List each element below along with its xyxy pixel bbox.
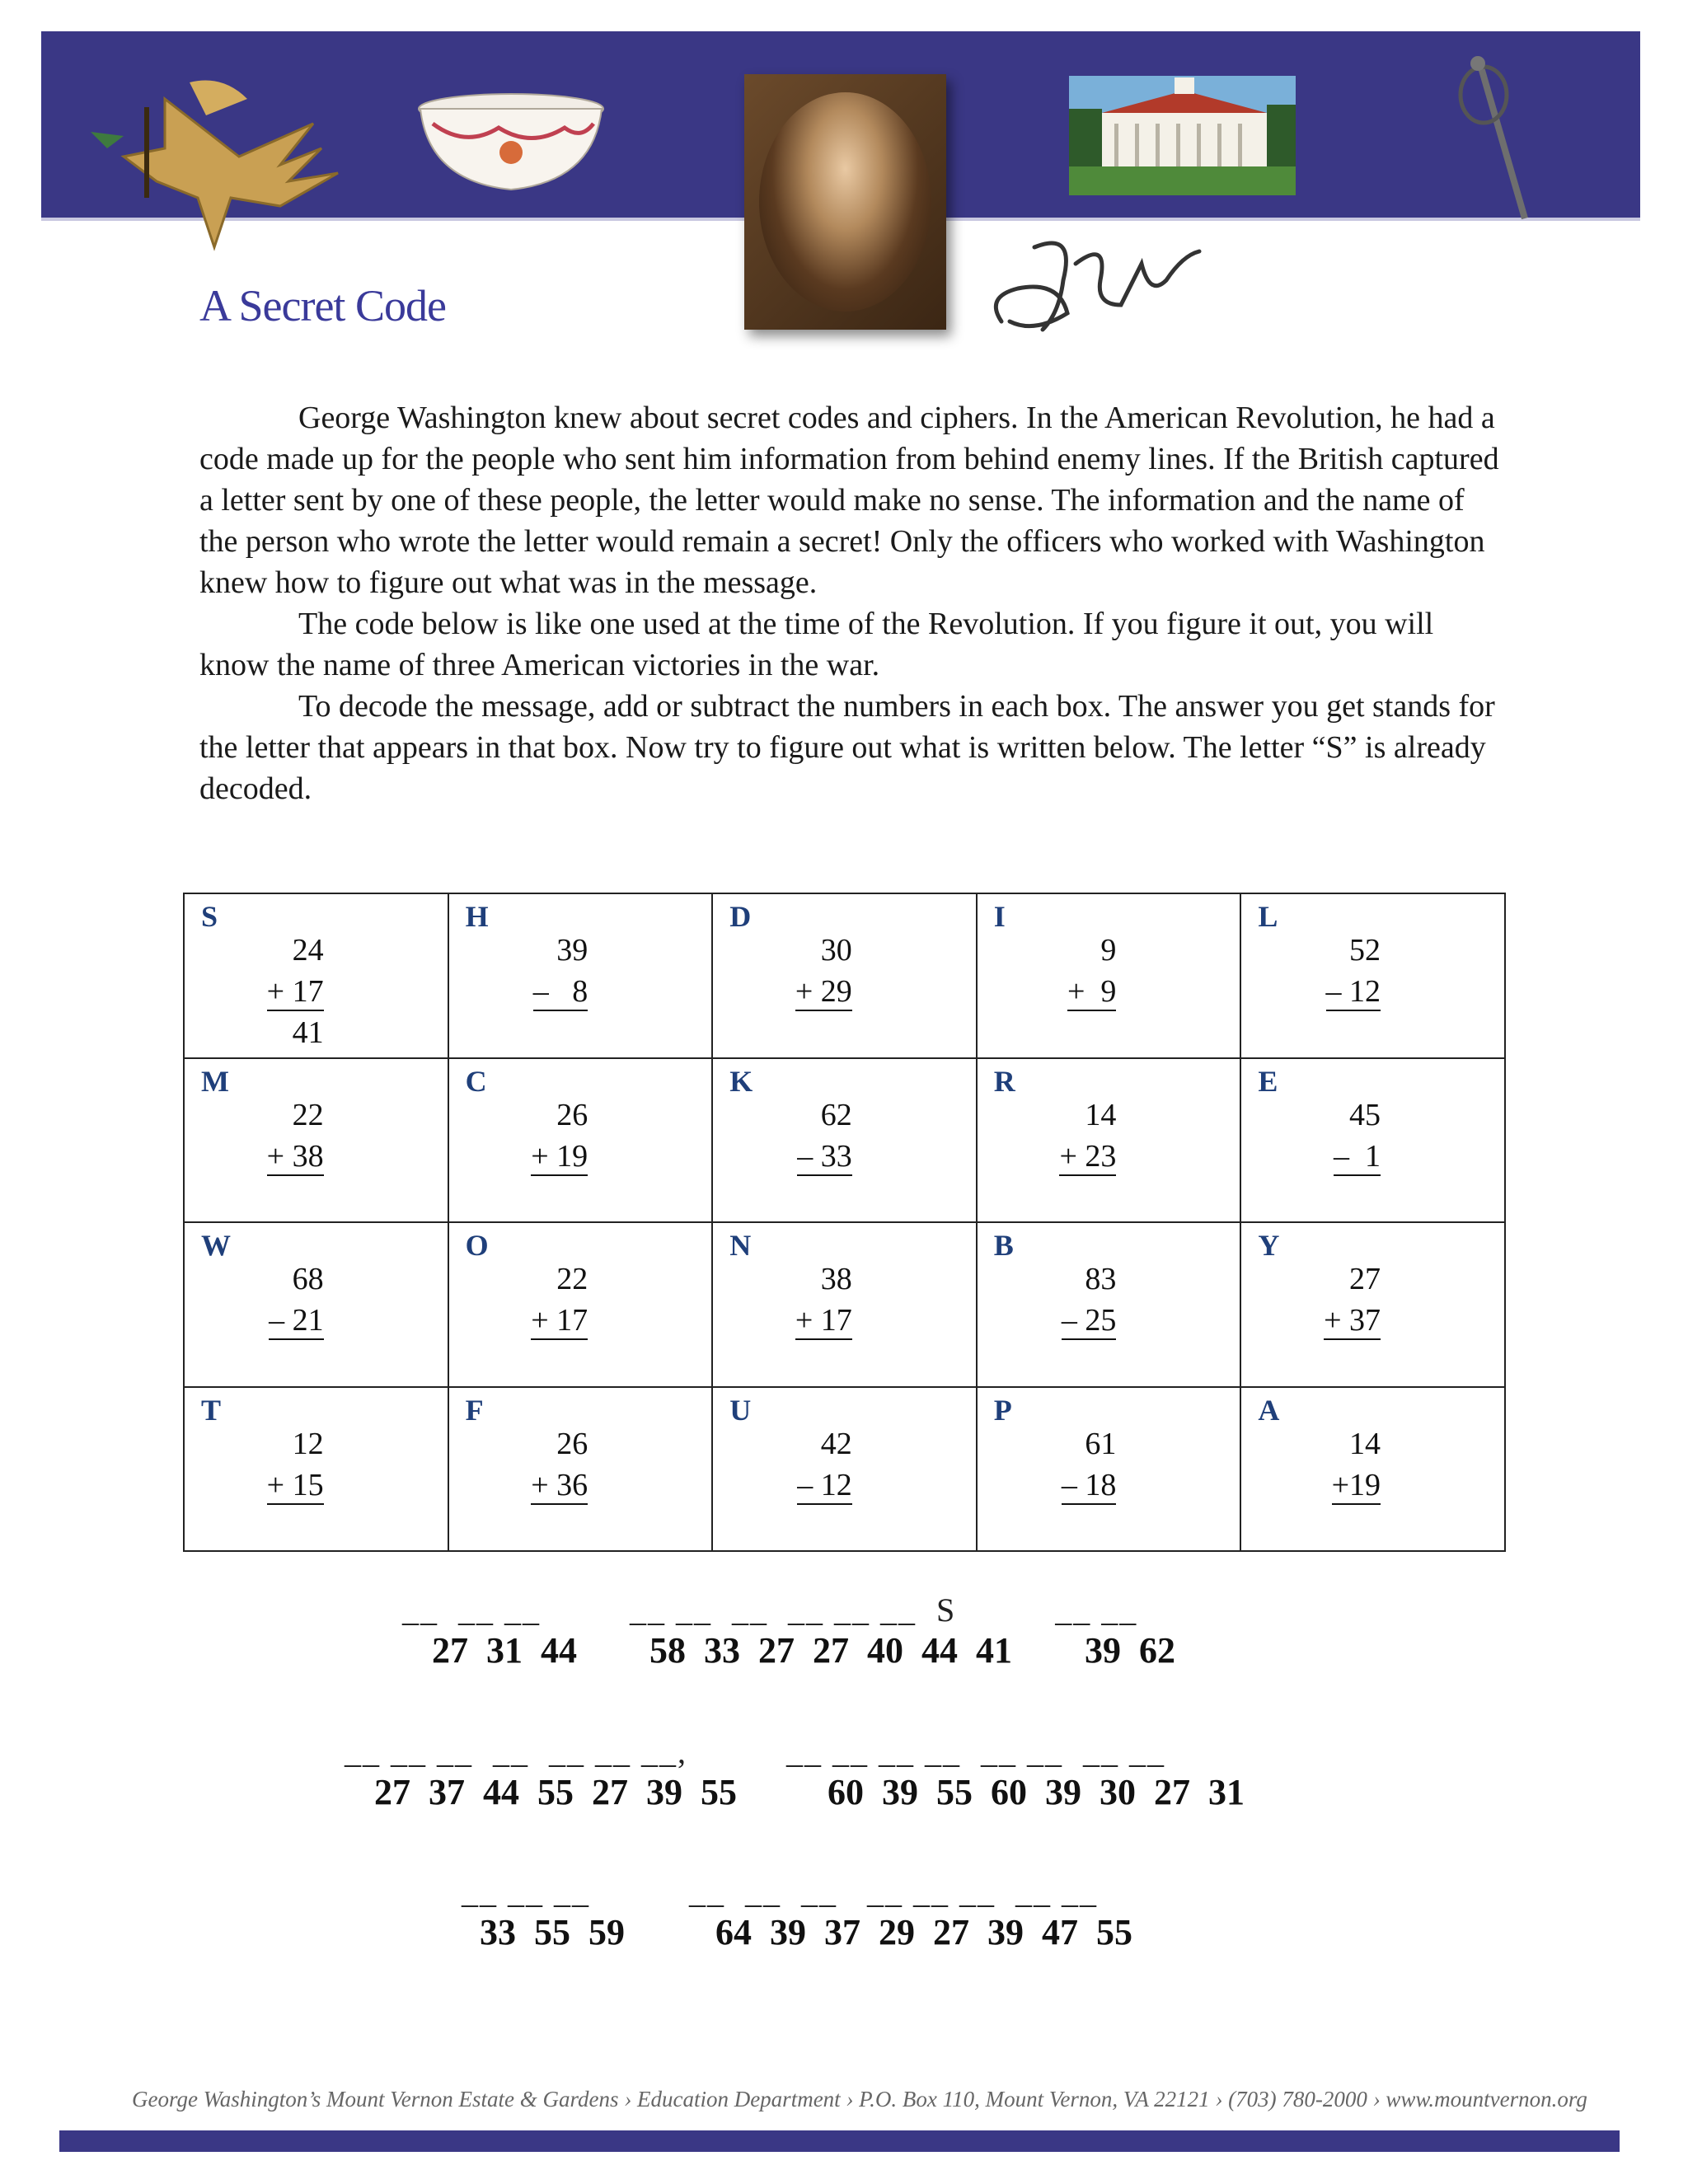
cell-letter: W: [201, 1229, 231, 1262]
cell-number-a: 68: [292, 1262, 324, 1296]
cell-number-b: – 1: [1334, 1138, 1381, 1176]
cell-number-a: 42: [820, 1426, 852, 1461]
cell-number-a: 24: [292, 933, 324, 968]
grid-cell-r: [977, 1058, 1241, 1223]
cell-number-a: 45: [1349, 1097, 1381, 1132]
cell-number-a: 14: [1349, 1426, 1381, 1461]
cell-number-b: + 23: [1059, 1138, 1116, 1176]
answer-blanks: __ __ __ __ __ __ __, __ __ __ __ __ __ __ __: [345, 1733, 1165, 1770]
intro-text: [199, 397, 1502, 809]
cell-number-a: 83: [1085, 1262, 1117, 1296]
cell-number-b: + 36: [531, 1467, 588, 1505]
grid-cell-m: [184, 1058, 448, 1223]
cell-number-a: 26: [556, 1426, 588, 1461]
grid-cell-h: [448, 893, 713, 1058]
dove-weathervane-image: [74, 58, 346, 264]
cell-number-a: 27: [1349, 1262, 1381, 1296]
cell-number-a: 61: [1085, 1426, 1117, 1461]
cell-number-b: + 38: [267, 1138, 324, 1176]
cell-letter: S: [201, 900, 218, 933]
grid-cell-u: [712, 1387, 977, 1552]
cell-number-a: 38: [820, 1262, 852, 1296]
grid-cell-d: [712, 893, 977, 1058]
cell-letter: L: [1258, 900, 1278, 933]
grid-row: [184, 1222, 1505, 1387]
cell-number-a: 26: [556, 1097, 588, 1132]
answer-blanks: __ __ __ __ __ __ __ __ __ __ __: [462, 1873, 1098, 1910]
footer-bar: [59, 2130, 1620, 2152]
grid-cell-n: [712, 1222, 977, 1387]
cell-number-b: + 37: [1324, 1302, 1381, 1340]
intro-paragraph-1: George Washington knew about secret codes and ciphers. In the American Revolution, he had a code made up for the people who sent him information from behind enemy lines. If the British captured a letter sent by one of these people, the letter would make no sense. The information and the name of the person who wrote the letter would remain a secret! Only the officers who worked with Washington knew how to figure out what was in the message.: [199, 401, 1499, 600]
cell-letter: Y: [1258, 1229, 1280, 1262]
portrait-oval: [759, 92, 931, 312]
grid-cell-c: [448, 1058, 713, 1223]
cell-number-b: – 18: [1062, 1467, 1117, 1505]
cell-letter: M: [201, 1064, 229, 1098]
cell-letter: R: [993, 1064, 1015, 1098]
code-numbers: 27 31 44 58 33 27 27 40 44 41 39 62: [432, 1630, 1175, 1671]
cell-letter: C: [465, 1064, 487, 1098]
cell-number-b: – 12: [1326, 973, 1381, 1011]
cell-answer: 41: [292, 1015, 324, 1050]
grid-cell-a: [1240, 1387, 1505, 1552]
cell-number-b: + 17: [531, 1302, 588, 1340]
grid-cell-p: [977, 1387, 1241, 1552]
cell-number-a: 22: [556, 1262, 588, 1296]
cell-number-b: + 29: [795, 973, 852, 1011]
code-line-1: [402, 1591, 1175, 1671]
cell-number-b: + 19: [531, 1138, 588, 1176]
cell-number-a: 39: [556, 933, 588, 968]
cell-number-b: – 25: [1062, 1302, 1117, 1340]
grid-row: [184, 1387, 1505, 1552]
grid-cell-b: [977, 1222, 1241, 1387]
cell-letter: D: [729, 900, 752, 933]
cell-number-b: – 33: [797, 1138, 852, 1176]
cell-letter: N: [729, 1229, 752, 1262]
cell-letter: T: [201, 1393, 222, 1427]
grid-row: [184, 1058, 1505, 1223]
grid-cell-w: [184, 1222, 448, 1387]
cell-number-a: 52: [1349, 933, 1381, 968]
code-line-2: [345, 1732, 1245, 1813]
cell-letter: E: [1258, 1064, 1278, 1098]
grid-cell-o: [448, 1222, 713, 1387]
cell-number-b: +19: [1332, 1467, 1381, 1505]
cell-number-a: 14: [1085, 1097, 1117, 1132]
cell-letter: A: [1258, 1393, 1280, 1427]
grid-cell-e: [1240, 1058, 1505, 1223]
cell-number-b: – 8: [533, 973, 588, 1011]
cell-number-b: + 17: [267, 973, 324, 1011]
cell-number-a: 9: [1100, 933, 1117, 968]
washington-portrait-image: [744, 74, 946, 330]
cell-number-a: 30: [820, 933, 852, 968]
cell-letter: I: [993, 900, 1006, 933]
answer-blanks: __ __ __ __ __ __ __ __ __ S __ __: [402, 1591, 1138, 1629]
cell-number-a: 12: [292, 1426, 324, 1461]
cell-number-a: 62: [820, 1097, 852, 1132]
cell-number-a: 22: [292, 1097, 324, 1132]
cell-letter: P: [993, 1393, 1012, 1427]
cell-letter: H: [465, 900, 489, 933]
cell-number-b: + 17: [795, 1302, 852, 1340]
grid-cell-f: [448, 1387, 713, 1552]
grid-cell-i: [977, 893, 1241, 1058]
code-numbers: 27 37 44 55 27 39 55 60 39 55 60 39 30 27 31: [374, 1772, 1245, 1812]
footer-address: George Washington’s Mount Vernon Estate & Gardens › Education Department › P.O. Box 110, Mount Vernon, VA 22121 › (703) 780-2000 › www.mountvernon.org: [132, 2087, 1587, 2111]
cell-number-b: – 12: [797, 1467, 852, 1505]
cell-letter: B: [993, 1229, 1014, 1262]
cell-number-b: + 15: [267, 1467, 324, 1505]
porcelain-bowl-image: [416, 91, 606, 198]
cell-letter: U: [729, 1393, 752, 1427]
intro-paragraph-2: The code below is like one used at the time of the Revolution. If you figure it out, you will know the name of three American victories in the war.: [199, 607, 1434, 682]
code-grid: [183, 893, 1506, 1552]
grid-cell-y: [1240, 1222, 1505, 1387]
page-title: A Secret Code: [199, 281, 446, 330]
grid-cell-k: [712, 1058, 977, 1223]
grid-cell-t: [184, 1387, 448, 1552]
sword-image: [1447, 54, 1537, 227]
intro-paragraph-3: To decode the message, add or subtract the numbers in each box. The answer you get stands for the letter that appears in that box. Now try to figure out what is written below. The letter “S” is already decoded.: [199, 689, 1495, 806]
mansion-photo-image: [1069, 76, 1296, 195]
cell-letter: O: [465, 1229, 489, 1262]
grid-row: [184, 893, 1505, 1058]
code-numbers: 33 55 59 64 39 37 29 27 39 47 55: [480, 1912, 1132, 1952]
grid-cell-s: [184, 893, 448, 1058]
gw-signature-logo: [985, 231, 1207, 346]
grid-cell-l: [1240, 893, 1505, 1058]
cell-number-b: – 21: [269, 1302, 324, 1340]
cell-letter: F: [465, 1393, 484, 1427]
cell-letter: K: [729, 1064, 753, 1098]
cell-number-b: + 9: [1067, 973, 1116, 1011]
code-line-3: [462, 1872, 1132, 1953]
